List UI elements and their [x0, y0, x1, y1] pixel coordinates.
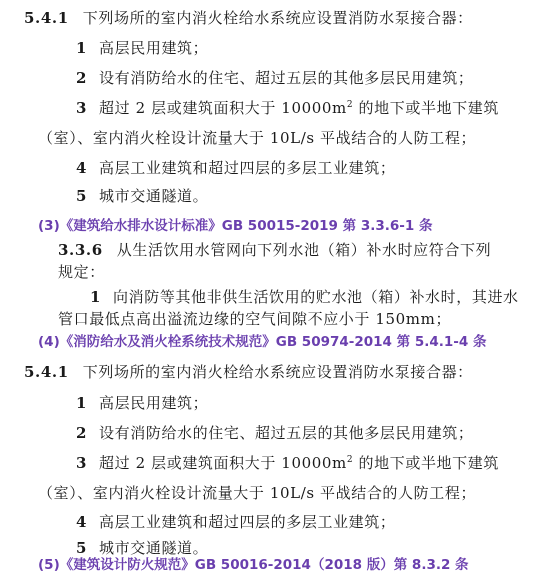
item-number: 4	[76, 159, 88, 177]
clause-item	[76, 158, 395, 178]
clause-heading	[24, 8, 473, 28]
item-text: 高层工业建筑和超过四层的多层工业建筑；	[99, 513, 396, 531]
clause-item	[76, 186, 208, 206]
item-number: 1	[76, 39, 88, 57]
clause-item	[76, 38, 208, 58]
reference-link[interactable]: (3)《建筑给水排水设计标准》GB 50015-2019 第 3.3.6-1 条	[38, 218, 433, 234]
clause-heading	[24, 362, 473, 382]
item-text: 向消防等其他非供生活饮用的贮水池（箱）补水时，其进水	[113, 288, 519, 306]
clause-title: 下列场所的室内消火栓给水系统应设置消防水泵接合器：	[82, 363, 473, 381]
clause-item	[76, 512, 395, 532]
item-text: 设有消防给水的住宅、超过五层的其他多层民用建筑；	[99, 424, 474, 442]
clause-number: 5.4.1	[24, 363, 69, 381]
item-text: 高层工业建筑和超过四层的多层工业建筑；	[99, 159, 396, 177]
clause-title: 从生活饮用水管网向下列水池（箱）补水时应符合下列	[116, 241, 492, 259]
reference-link[interactable]: (5)《建筑设计防火规范》GB 50016-2014（2018 版）第 8.3.2 条	[38, 557, 469, 573]
item-continuation: （室）、室内消火栓设计流量大于 10L/s 平战结合的人防工程；	[38, 129, 477, 147]
clause-item	[76, 98, 499, 118]
clause-item	[76, 393, 208, 413]
item-number: 3	[76, 454, 88, 472]
item-text-cont: 的地下或半地下建筑	[353, 454, 499, 472]
item-number: 5	[76, 187, 88, 205]
item-number: 2	[76, 424, 88, 442]
item-text: 设有消防给水的住宅、超过五层的其他多层民用建筑；	[99, 69, 474, 87]
clause-title: 下列场所的室内消火栓给水系统应设置消防水泵接合器：	[82, 9, 473, 27]
item-number: 1	[76, 394, 88, 412]
item-text: 高层民用建筑；	[99, 39, 209, 57]
item-text-cont: 的地下或半地下建筑	[353, 99, 499, 117]
clause-title-cont: 规定：	[58, 263, 105, 281]
item-text: 高层民用建筑；	[99, 394, 209, 412]
reference-link[interactable]: (4)《消防给水及消火栓系统技术规范》GB 50974-2014 第 5.4.1-4 条	[38, 334, 487, 350]
clause-item	[90, 287, 519, 307]
clause-number: 5.4.1	[24, 9, 69, 27]
item-number: 4	[76, 513, 88, 531]
clause-heading	[58, 240, 491, 260]
superscript: 2	[346, 100, 354, 110]
item-number: 2	[76, 69, 88, 87]
item-text: 超过 2 层或建筑面积大于 10000m	[99, 454, 347, 472]
clause-number: 3.3.6	[58, 241, 103, 259]
item-number: 1	[90, 288, 102, 306]
item-number: 3	[76, 99, 88, 117]
item-text: 城市交通隧道。	[99, 539, 209, 557]
item-number: 5	[76, 539, 88, 557]
item-continuation: （室）、室内消火栓设计流量大于 10L/s 平战结合的人防工程；	[38, 484, 477, 502]
item-continuation: 管口最低点高出溢流边缘的空气间隙不应小于 150mm；	[58, 310, 452, 328]
item-text: 城市交通隧道。	[99, 187, 209, 205]
clause-item	[76, 68, 473, 88]
item-text: 超过 2 层或建筑面积大于 10000m	[99, 99, 347, 117]
clause-item	[76, 453, 499, 473]
clause-item	[76, 423, 473, 443]
clause-item	[76, 538, 208, 558]
superscript: 2	[346, 455, 354, 465]
